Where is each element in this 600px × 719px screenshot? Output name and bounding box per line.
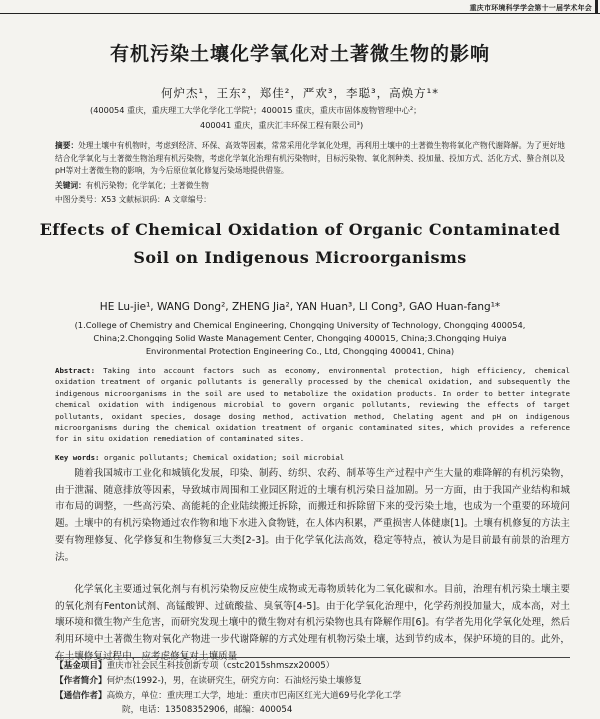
keywords-cn-label: 关键词：	[55, 181, 86, 190]
keywords-cn	[55, 180, 565, 193]
affiliations-cn-line1: (400054 重庆，重庆理工大学化学化工学院¹；400015 重庆，重庆市固体废物管理中心²；	[90, 105, 422, 115]
abstract-cn-label: 摘要：	[55, 141, 79, 150]
keywords-en	[55, 452, 570, 463]
abstract-en-text: Taking into account factors such as economy, environmental protection, high efficiency, chemical oxidation treatment of organic pollutants is generally processed by the chemical oxidation, and subsequently the indigenous microorganisms in the soil are used to metabolize the oxidation products. In order to better integrate chemical oxidation with indigenous microbial to govern organic pollutants, reviewing the effects of target pollutants, oxidant species, dosage dosing method, activation method, Chelating agent and pH on indigenous microorganisms during the chemical oxidation treatment of organic contaminated sites, which provides a reference for in situ oxidation remediation of contaminated sites.	[55, 366, 570, 444]
abstract-cn-text: 处理土壤中有机物时，考虑到经济、环保、高效等因素，常常采用化学氧化处理，再利用土壤中的土著微生物将氧化产物代谢降解。为了更好地结合化学氧化与土著微生物治理有机污染物，考虑化学氧化治理有机污染物时，目标污染物、氧化剂种类、投加量、投加方式、活化方式、螯合剂以及pH等对土著微生物的影响，为今后原位氧化修复污染场地提供借鉴。	[55, 141, 565, 176]
journal-header: 重庆市环境科学学会第十一届学术年会	[469, 4, 592, 12]
header-rule	[0, 13, 600, 14]
footnote-author	[55, 674, 570, 690]
affiliations-cn-line2: 400041 重庆，重庆汇丰环保工程有限公司³)	[200, 120, 364, 130]
title-en-line1: Effects of Chemical Oxidation of Organic Contaminated	[39, 220, 561, 239]
footnote-contact-label: 【通信作者】	[55, 691, 107, 701]
abstract-en-label: Abstract:	[55, 366, 96, 375]
footnote-fund-label: 【基金项目】	[55, 661, 107, 671]
footnote-rule	[55, 657, 570, 658]
keywords-cn-text: 有机污染物；化学氧化；土著微生物	[85, 181, 209, 190]
header-bar	[595, 0, 598, 14]
authors-en: HE Lu-jie¹, WANG Dong², ZHENG Jia², YAN Huan³, LI Cong³, GAO Huan-fang¹*	[99, 301, 501, 313]
footnote-fund	[55, 659, 570, 675]
keywords-en-label: Key words:	[55, 453, 100, 462]
affiliations-en-line2: China;2.Chongqing Solid Waste Management Center, Chongqing 400015, China;3.Chongqing Huiya	[93, 333, 507, 343]
classification-cn: 中图分类号：X53 文献标识码：A 文章编号：	[55, 195, 211, 204]
footnote-author-label: 【作者简介】	[55, 676, 107, 686]
footnote-contact-text1: 高焕方，单位：重庆理工大学，地址：重庆市巴南区红光大道69号化学化工学	[106, 691, 402, 701]
abstract-cn	[55, 140, 565, 178]
keywords-en-text: organic pollutants; Chemical oxidation; soil microbial	[103, 453, 345, 462]
body-paragraph-2: 化学氧化主要通过氧化剂与有机污染物反应使生成物或无毒物质转化为二氧化碳和水。目前，治理有机污染土壤主要的氧化剂有Fenton试剂、高锰酸钾、过硫酸盐、臭氧等[4-5]。由于化学氧化治理中，化学药剂投加量大，成本高，对土壤环境和微生物产生危害，而研究发现土壤中的微生物对有机污染物也具有降解作用[6]。有学者先用化学氧化处理，然后利用环境中土著微生物对氧化产物进一步代谢降解的方式处理有机物污染土壤，达到节约成本，保护环境的目的。此外，在土壤修复过程中，应考虑修复对土壤质量	[55, 584, 570, 662]
abstract-en	[55, 365, 570, 445]
footnote-contact-cont: 院，电话：13508352906，邮编：400054	[122, 705, 293, 715]
affiliations-en-line1: (1.College of Chemistry and Chemical Engineering, Chongqing University of Technology, Chongqing 400054,	[74, 320, 526, 330]
title-cn: 有机污染土壤化学氧化对土著微生物的影响	[109, 43, 490, 65]
body-paragraph-1: 随着我国城市工业化和城镇化发展，印染、制药、纺织、农药、制革等生产过程中产生大量的难降解的有机污染物，由于泄漏、随意排放等因素，导致城市周围和工业园区附近的土壤有机污染日益加剧。另一方面，由于我国产业结构和城市布局的调整，一些高污染、高能耗的企业陆续搬迁拆除，而搬迁和拆除留下来的受污染土地，也成为一个重要的环境问题。土壤中的有机污染物通过农作物和地下水进入食物链，在人体内积累，严重损害人体健康[1]。土壤有机修复的方法主要有物理修复、化学修复和生物修复三大类[2-3]。由于化学氧化法高效，稳定等特点，被认为是目前最有前景的治理方法。	[55, 468, 570, 563]
authors-cn: 何炉杰¹，王东²，郑佳²，严欢³，李聪³，高焕方¹*	[161, 86, 439, 100]
footnote-author-text: 何炉杰(1992-)，男，在读研究生，研究方向：石油烃污染土壤修复	[106, 676, 362, 686]
title-en-line2: Soil on Indigenous Microorganisms	[133, 248, 467, 267]
affiliations-en-line3: Environmental Protection Engineering Co., Ltd, Chongqing 400041, China)	[145, 346, 455, 356]
footnote-fund-text: 重庆市社会民生科技创新专项（cstc2015shmszx20005）	[106, 661, 335, 671]
